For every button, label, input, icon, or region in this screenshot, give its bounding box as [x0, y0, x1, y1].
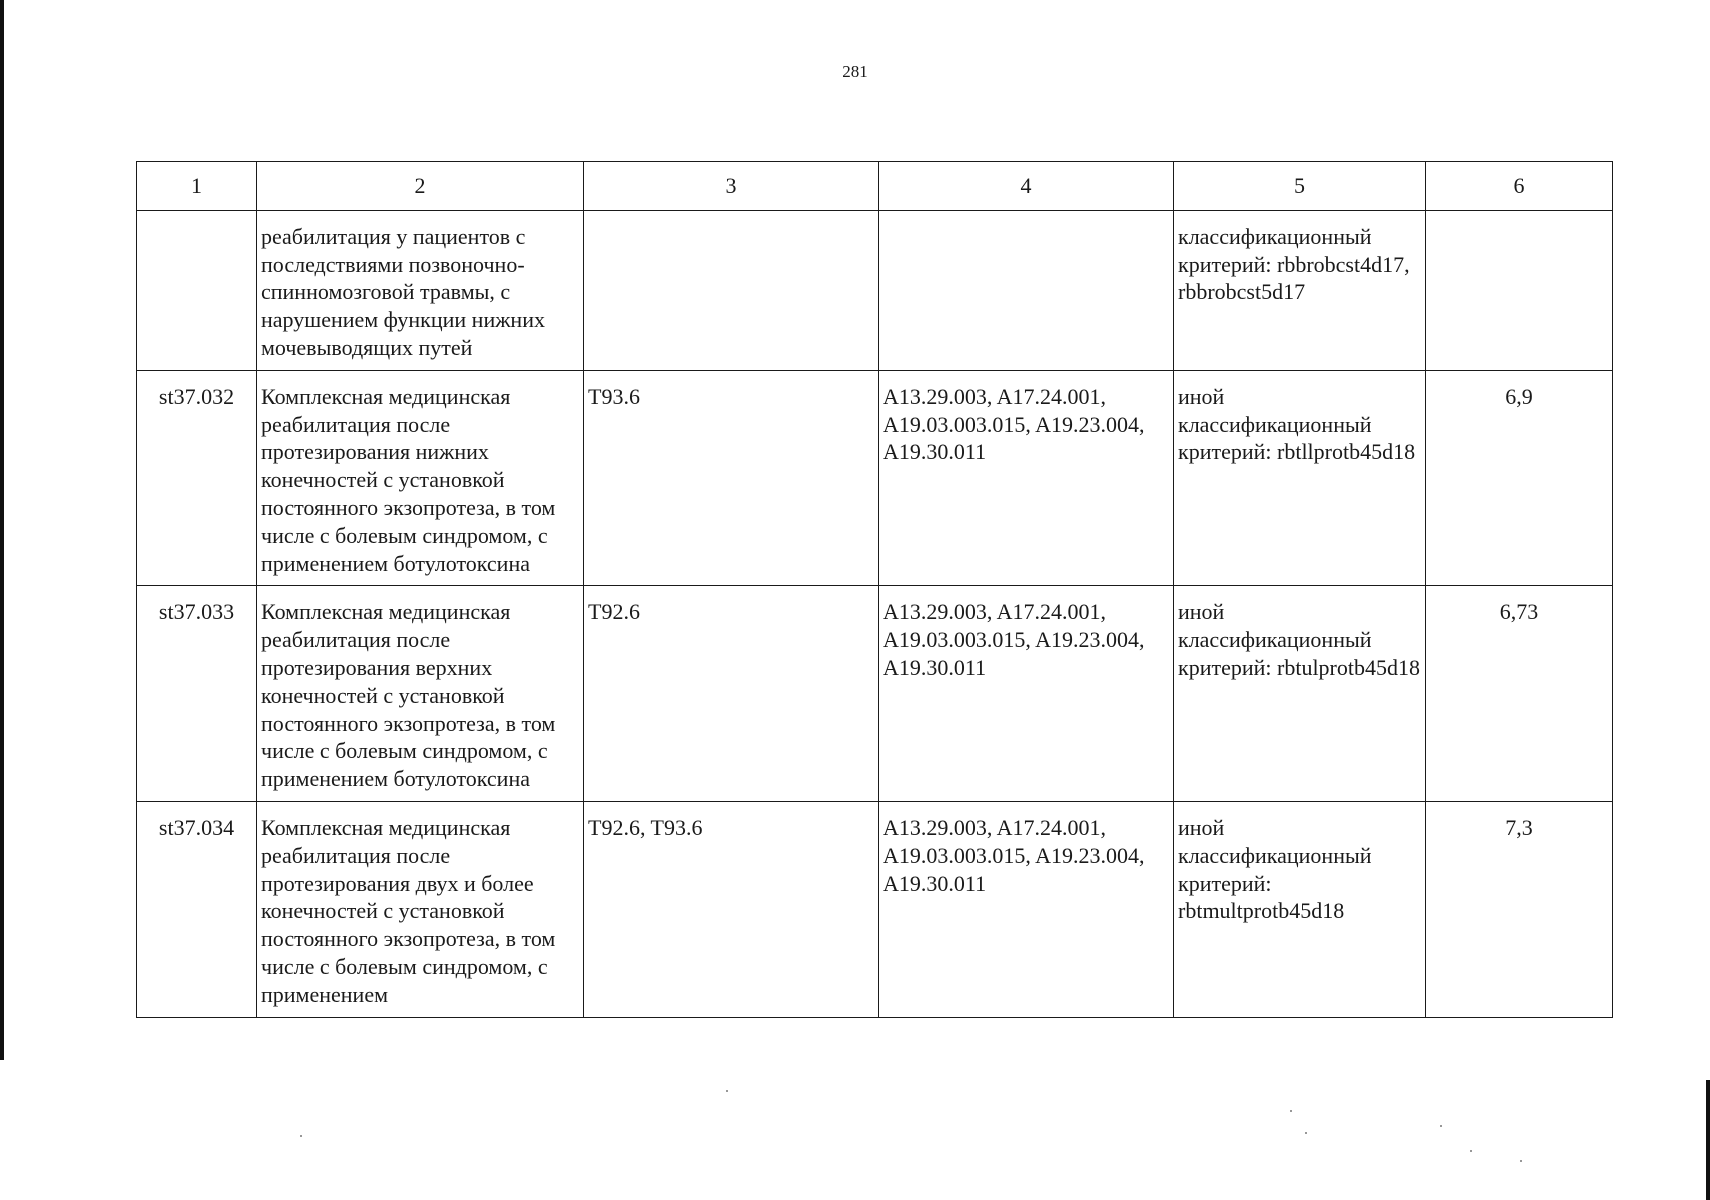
ksg-name-cell: реабилитация у пациентов с последствиями позвоночно-спинномозговой травмы, с нарушением функции нижних мочевыводящих путей — [257, 210, 584, 370]
diagnosis-code-cell: T92.6 — [584, 586, 879, 802]
header-row — [137, 162, 1613, 211]
ksg-name-cell: Комплексная медицинская реабилитация после протезирования верхних конечностей с установкой постоянного экзопротеза, в том числе с болевым синдромом, с применением ботулотоксина — [257, 586, 584, 802]
header-col-4: 4 — [879, 162, 1174, 211]
scan-speck — [1290, 1110, 1292, 1112]
table-row — [137, 370, 1613, 586]
page-number: 281 — [842, 62, 868, 81]
scan-left-edge — [0, 0, 4, 1060]
ksg-code-cell: st37.033 — [137, 586, 257, 802]
scan-speck — [726, 1090, 728, 1092]
coefficient-cell: 6,73 — [1426, 586, 1613, 802]
ksg-code-cell: st37.032 — [137, 370, 257, 586]
service-codes-cell: A13.29.003, A17.24.001, A19.03.003.015, A19.23.004, A19.30.011 — [879, 586, 1174, 802]
table-row — [137, 801, 1613, 1017]
header-col-5: 5 — [1174, 162, 1426, 211]
ksg-code-cell — [137, 210, 257, 370]
table-row — [137, 210, 1613, 370]
criterion-cell: иной классификационный критерий: rbtllprotb45d18 — [1174, 370, 1426, 586]
criterion-cell: иной классификационный критерий: rbtulprotb45d18 — [1174, 586, 1426, 802]
service-codes-cell: A13.29.003, A17.24.001, A19.03.003.015, A19.23.004, A19.30.011 — [879, 370, 1174, 586]
header-col-3: 3 — [584, 162, 879, 211]
scan-speck — [300, 1135, 302, 1137]
scan-right-edge — [1706, 1080, 1710, 1200]
service-codes-cell — [879, 210, 1174, 370]
ksg-code-cell: st37.034 — [137, 801, 257, 1017]
header-col-1: 1 — [137, 162, 257, 211]
criterion-cell: классификационный критерий: rbbrobcst4d17, rbbrobcst5d17 — [1174, 210, 1426, 370]
coefficient-cell: 7,3 — [1426, 801, 1613, 1017]
ksg-name-cell: Комплексная медицинская реабилитация после протезирования двух и более конечностей с установкой постоянного экзопротеза, в том числе с болевым синдромом, с применением — [257, 801, 584, 1017]
diagnosis-code-cell: T92.6, T93.6 — [584, 801, 879, 1017]
diagnosis-code-cell: T93.6 — [584, 370, 879, 586]
diagnosis-code-cell — [584, 210, 879, 370]
ksg-name-cell: Комплексная медицинская реабилитация после протезирования нижних конечностей с установкой постоянного экзопротеза, в том числе с болевым синдромом, с применением ботулотоксина — [257, 370, 584, 586]
coefficient-cell — [1426, 210, 1613, 370]
coefficient-cell: 6,9 — [1426, 370, 1613, 586]
table-row — [137, 586, 1613, 802]
tariff-table — [136, 161, 1613, 1018]
scan-speck — [1470, 1150, 1472, 1152]
scan-speck — [1305, 1132, 1307, 1134]
service-codes-cell: A13.29.003, A17.24.001, A19.03.003.015, A19.23.004, A19.30.011 — [879, 801, 1174, 1017]
scan-speck — [1520, 1160, 1522, 1162]
scan-speck — [1440, 1125, 1442, 1127]
header-col-2: 2 — [257, 162, 584, 211]
header-col-6: 6 — [1426, 162, 1613, 211]
criterion-cell: иной классификационный критерий: rbtmultprotb45d18 — [1174, 801, 1426, 1017]
